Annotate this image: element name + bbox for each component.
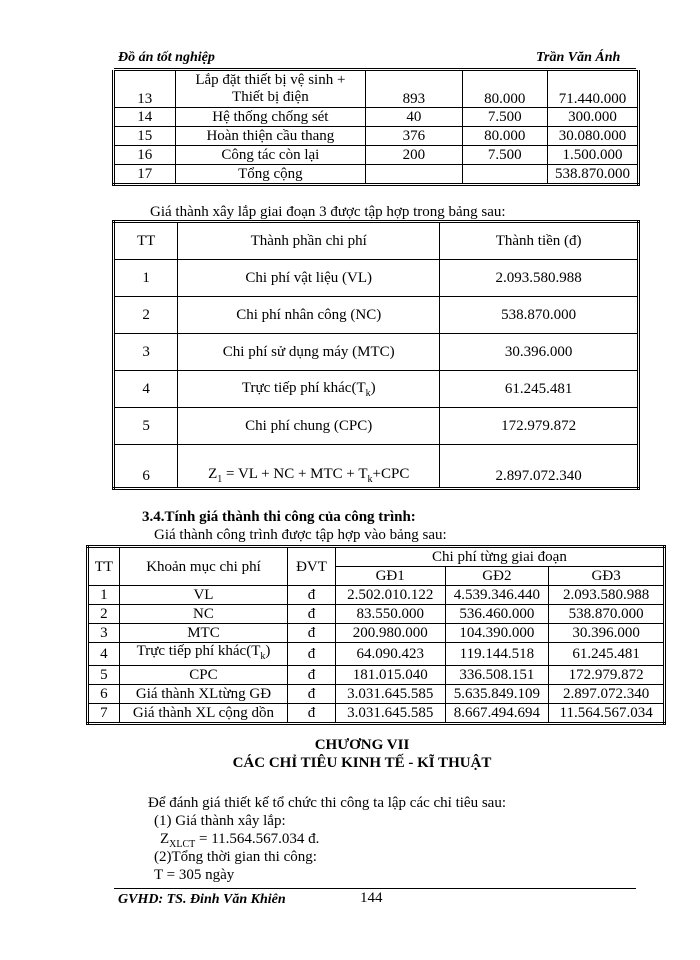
table-row — [88, 666, 665, 685]
unit: đ — [288, 586, 336, 605]
cost-name-close: ) — [370, 379, 376, 396]
row-number: 16 — [114, 146, 176, 165]
unit-price: 80.000 — [462, 71, 548, 108]
cost-amount: 2.093.580.988 — [440, 260, 639, 297]
quantity: 893 — [366, 71, 462, 108]
unit: đ — [288, 624, 336, 643]
formula-z: Z — [208, 466, 218, 482]
row-number: 7 — [88, 704, 120, 724]
table-header-row — [114, 222, 639, 260]
header-gd2: GĐ2 — [445, 567, 549, 586]
header-tt: TT — [88, 547, 120, 586]
section-subtitle: Giá thành công trình được tập hợp vào bảng sau: — [154, 527, 447, 543]
table-row — [114, 71, 639, 108]
row-number: 15 — [114, 127, 176, 146]
row-number: 4 — [88, 643, 120, 666]
cost-name-subscript: k — [365, 387, 371, 399]
table-row — [114, 146, 639, 165]
table-row — [114, 371, 639, 408]
row-number: 1 — [114, 260, 178, 297]
row-number: 4 — [114, 371, 178, 408]
cost-name: Chi phí chung (CPC) — [178, 408, 440, 445]
item-subscript: k — [260, 651, 266, 662]
footer-divider — [114, 888, 636, 889]
table-row — [88, 704, 665, 724]
header-amount: Thành tiền (đ) — [440, 222, 639, 260]
gd2-value: 536.460.000 — [445, 605, 549, 624]
table-row — [88, 624, 665, 643]
cost-amount: 172.979.872 — [440, 408, 639, 445]
cost-name — [178, 371, 440, 408]
unit: đ — [288, 704, 336, 724]
formula-end: +CPC — [372, 466, 410, 482]
header-gd1: GĐ1 — [335, 567, 445, 586]
unit-price: 80.000 — [462, 127, 548, 146]
quantity: 376 — [366, 127, 462, 146]
z-symbol: Z — [160, 831, 170, 847]
item — [119, 643, 287, 666]
row-number: 5 — [114, 408, 178, 445]
header-divider — [114, 68, 636, 69]
row-number: 2 — [88, 605, 120, 624]
unit-price — [462, 165, 548, 185]
row-number: 14 — [114, 108, 176, 127]
row-number: 3 — [88, 624, 120, 643]
formula-terms: = VL + NC + MTC + T — [222, 466, 368, 482]
formula-t-subscript: k — [367, 474, 373, 485]
row-number: 5 — [88, 666, 120, 685]
total: 30.080.000 — [548, 127, 639, 146]
cost-name: Chi phí vật liệu (VL) — [178, 260, 440, 297]
table-row — [114, 408, 639, 445]
z-value: = 11.564.567.034 đ. — [195, 831, 320, 847]
table-row — [114, 334, 639, 371]
item: VL — [119, 586, 287, 605]
gd1-value: 83.550.000 — [335, 605, 445, 624]
unit-price: 7.500 — [462, 146, 548, 165]
item: Giá thành XL cộng dồn — [119, 704, 287, 724]
intro-paragraph: Giá thành xây lắp giai đoạn 3 được tập hợp trong bảng sau: — [150, 204, 506, 220]
gd1-value: 2.502.010.122 — [335, 586, 445, 605]
table-row — [88, 586, 665, 605]
z-subscript: XLCT — [169, 839, 196, 850]
total: 71.440.000 — [548, 71, 639, 108]
header-gd3: GĐ3 — [549, 567, 665, 586]
item: NC — [119, 605, 287, 624]
gd2-value: 119.144.518 — [445, 643, 549, 666]
gd3-value: 11.564.567.034 — [549, 704, 665, 724]
total: 1.500.000 — [548, 146, 639, 165]
gd1-value: 3.031.645.585 — [335, 704, 445, 724]
item: Giá thành XLtừng GĐ — [119, 685, 287, 704]
row-number: 1 — [88, 586, 120, 605]
header-stage-group: Chi phí từng giai đoạn — [335, 547, 664, 567]
gd1-value: 64.090.423 — [335, 643, 445, 666]
cost-amount: 538.870.000 — [440, 297, 639, 334]
item-name: Công tác còn lại — [175, 146, 366, 165]
z-formula — [160, 831, 319, 850]
cost-amount: 2.897.072.340 — [440, 445, 639, 489]
item-close: ) — [265, 643, 271, 659]
unit-price: 7.500 — [462, 108, 548, 127]
header-right: Trần Văn Ánh — [536, 50, 621, 65]
gd2-value: 4.539.346.440 — [445, 586, 549, 605]
footer-supervisor: GVHD: TS. Đinh Văn Khiên — [118, 892, 286, 907]
unit: đ — [288, 643, 336, 666]
total: 538.870.000 — [548, 165, 639, 185]
gd2-value: 8.667.494.694 — [445, 704, 549, 724]
chapter-number: CHƯƠNG VII — [314, 737, 410, 753]
item-name-line2: Thiết bị điện — [232, 89, 309, 105]
quantity — [366, 165, 462, 185]
header-unit: ĐVT — [288, 547, 336, 586]
gd3-value: 61.245.481 — [549, 643, 665, 666]
item-main: Trực tiếp phí khác(T — [136, 643, 261, 659]
table-row-total — [114, 445, 639, 489]
cost-amount: 30.396.000 — [440, 334, 639, 371]
gd3-value: 172.979.872 — [549, 666, 665, 685]
gd3-value: 30.396.000 — [549, 624, 665, 643]
row-number: 13 — [114, 71, 176, 108]
table-row-total — [114, 165, 639, 185]
table-row — [114, 260, 639, 297]
formula — [178, 445, 440, 489]
row-number: 6 — [88, 685, 120, 704]
quantity: 200 — [366, 146, 462, 165]
chapter-title: CÁC CHỈ TIÊU KINH TẾ - KĨ THUẬT — [232, 755, 492, 771]
header-left: Đồ án tốt nghiệp — [118, 50, 215, 65]
stage3-cost-table — [112, 220, 640, 490]
header-name: Thành phần chi phí — [178, 222, 440, 260]
cost-amount: 61.245.481 — [440, 371, 639, 408]
item: CPC — [119, 666, 287, 685]
section-title: 3.4.Tính giá thành thi công của công trình: — [142, 509, 416, 525]
item-name: Hệ thống chống sét — [175, 108, 366, 127]
table-header-row — [88, 547, 665, 567]
gd2-value: 5.635.849.109 — [445, 685, 549, 704]
total: 300.000 — [548, 108, 639, 127]
page-number: 144 — [360, 890, 383, 906]
gd2-value: 104.390.000 — [445, 624, 549, 643]
gd3-value: 2.093.580.988 — [549, 586, 665, 605]
cost-name-main: Trực tiếp phí khác(T — [241, 379, 366, 396]
table-row — [114, 297, 639, 334]
row-number: 3 — [114, 334, 178, 371]
body-intro: Để đánh giá thiết kế tổ chức thi công ta lập các chỉ tiêu sau: — [148, 795, 507, 811]
item-2-label: (2)Tổng thời gian thi công: — [154, 849, 317, 865]
item-name — [175, 71, 366, 108]
header-tt: TT — [114, 222, 178, 260]
cost-name: Chi phí nhân công (NC) — [178, 297, 440, 334]
row-number: 17 — [114, 165, 176, 185]
unit: đ — [288, 685, 336, 704]
cost-name: Chi phí sử dụng máy (MTC) — [178, 334, 440, 371]
gd1-value: 200.980.000 — [335, 624, 445, 643]
gd1-value: 181.015.040 — [335, 666, 445, 685]
item-name: Tổng cộng — [175, 165, 366, 185]
formula-z-subscript: 1 — [217, 474, 223, 485]
table-row — [88, 685, 665, 704]
unit: đ — [288, 666, 336, 685]
gd3-value: 538.870.000 — [549, 605, 665, 624]
item-name-line1: Lắp đặt thiết bị vệ sinh + — [195, 72, 346, 88]
quantity: 40 — [366, 108, 462, 127]
table-row — [114, 127, 639, 146]
t-value: T = 305 ngày — [154, 867, 235, 883]
table-row — [114, 108, 639, 127]
row-number: 2 — [114, 297, 178, 334]
material-cost-table-continued — [112, 70, 640, 186]
row-number: 6 — [114, 445, 178, 489]
gd2-value: 336.508.151 — [445, 666, 549, 685]
gd1-value: 3.031.645.585 — [335, 685, 445, 704]
header-item: Khoản mục chi phí — [119, 547, 287, 586]
stage-cost-summary-table — [86, 545, 666, 725]
item-name: Hoàn thiện cầu thang — [175, 127, 366, 146]
item-1-label: (1) Giá thành xây lắp: — [154, 813, 286, 829]
table-row — [88, 605, 665, 624]
gd3-value: 2.897.072.340 — [549, 685, 665, 704]
table-row — [88, 643, 665, 666]
item: MTC — [119, 624, 287, 643]
unit: đ — [288, 605, 336, 624]
